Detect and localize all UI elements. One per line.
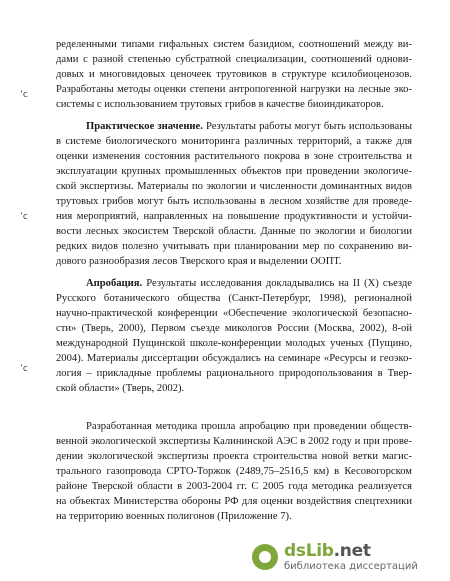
text-line: дового разнообразия лесов Тверского края и выделении ООПТ. — [56, 256, 342, 267]
text-line: научно-практической конференции «Обеспечение экологической безопасно- — [56, 308, 412, 319]
text-line: трального газопровода СРТО-Торжок (2489,75–2516,5 км) в Кесовогорском — [56, 466, 412, 477]
text-line: районе Тверской области в 2003-2004 гг. С 2005 года методика реализуется — [56, 481, 412, 492]
text-line: на объектах Министерства обороны РФ для оценки воздействия спецтехники — [56, 496, 412, 507]
margin-mark: ʼc — [20, 90, 28, 100]
text-line: трутовых грибов могут быть использованы в лесном хозяйстве для проведе- — [56, 196, 412, 207]
text-line: дами с разной степенью субстратной специализации, соотношений однови- — [56, 54, 412, 65]
text-line: Разработаны методы оценки степени антропогенной нагрузки на лесные эко- — [56, 84, 412, 95]
dslib-logo-icon — [252, 544, 278, 570]
text-line: вости лесных экосистем Тверской области. Данные по экологии и биологии — [56, 226, 412, 237]
text-line: Разработанная методика прошла апробацию при проведении обществ- — [86, 421, 412, 432]
text-line: венной экологической экспертизы Калининской АЭС в 2002 году и при прове- — [56, 436, 412, 447]
text-line: ределенными типами гифальных систем базидиом, соотношений между ви- — [56, 39, 412, 50]
text-line: логия – прикладные проблемы рационального природопользования в Твер- — [56, 368, 412, 379]
watermark-subtitle: библиотека диссертаций — [284, 561, 418, 572]
text-line: ния мероприятий, направленных на повышение продуктивности и устойчи- — [56, 211, 412, 222]
margin-mark: ʼc — [20, 212, 28, 222]
text-line: довых и многовидовых ценочеек трутовиков в структуре ксилобиоценозов. — [56, 69, 412, 80]
text-line: оценки изменения состояния растительного покрова в зоне строительства и — [56, 151, 412, 162]
text-line: ской области» (Тверь, 2002). — [56, 383, 185, 394]
text-line: дении экологической экспертизы проекта строительства новой ветки магис- — [56, 451, 412, 462]
text-line: 2004). Материалы диссертации обсуждались на семинаре «Ресурсы и геоэко- — [56, 353, 412, 364]
paragraph-heading-line — [86, 120, 412, 134]
text-line: эксплуатации крупных промышленных объектов при проведении экологиче- — [56, 166, 412, 177]
text-line: сти» (Тверь, 2000), Первом съезде микологов России (Москва, 2002), 8-ой — [56, 323, 412, 334]
text-line: международной Пущинской школе-конференции молодых ученых (Пущино, — [56, 338, 412, 349]
text-span: Результаты исследования докладывались на II (X) съезде — [142, 278, 412, 289]
text-line: на территорию военных полигонов (Приложение 7). — [56, 511, 292, 522]
text-line: ской экспертизы. Материалы по экологии и численности доминантных видов — [56, 181, 412, 192]
section-heading: Практическое значение. — [86, 121, 203, 132]
paragraph-heading-line — [86, 277, 412, 291]
text-line: Русского ботанического общества (Санкт-Петербург, 1998), регионалной — [56, 293, 412, 304]
watermark-logo-domain: .net — [333, 541, 371, 561]
text-line: редких видов полезно учитывать при планировании мер по сохранению ви- — [56, 241, 412, 252]
watermark-logo-green: dsLib — [284, 541, 334, 561]
section-heading: Апробация. — [86, 278, 143, 289]
text-line: системы с использованием трутовых грибов в качестве биоиндикаторов. — [56, 99, 384, 110]
watermark-logo — [284, 541, 371, 561]
text-line: в системе биологического мониторинга различных территорий, а также для — [56, 136, 412, 147]
margin-mark: ʼc — [20, 364, 28, 374]
dslib-watermark — [252, 541, 442, 575]
text-span: Результаты работы могут быть использованы — [202, 121, 412, 132]
